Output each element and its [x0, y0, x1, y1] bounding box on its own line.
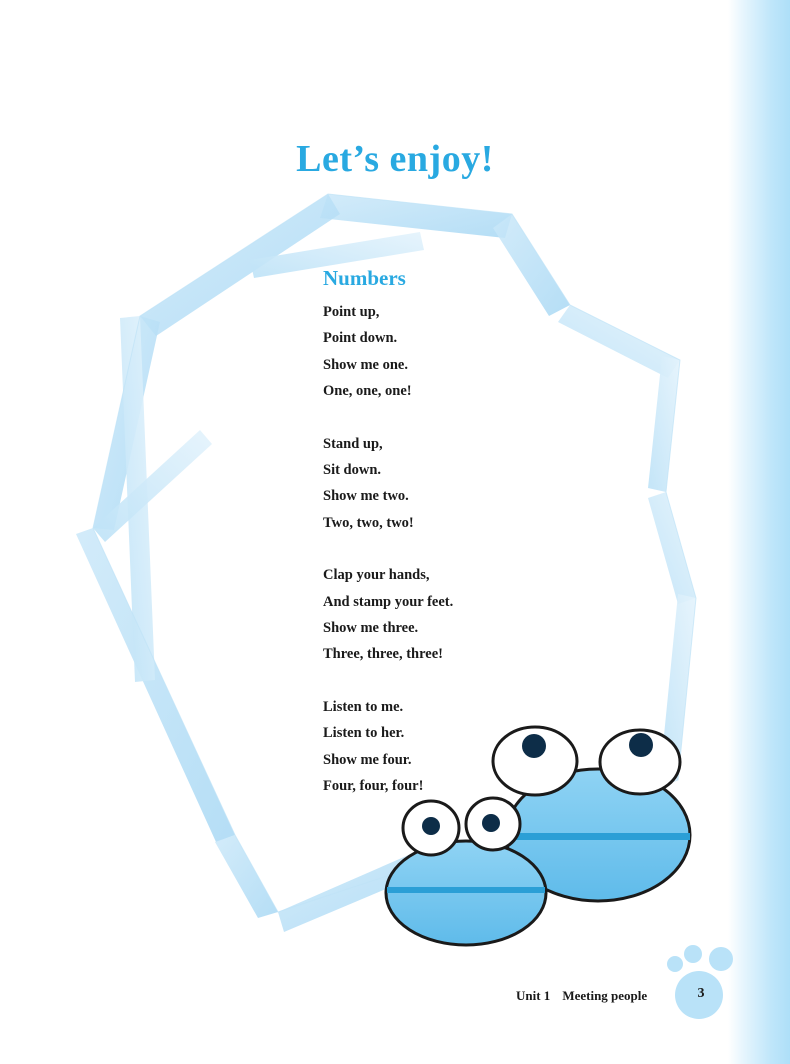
poem-line: Show me two. — [323, 488, 409, 505]
poem-line: One, one, one! — [323, 382, 412, 399]
small-frog-left-eye — [403, 801, 459, 855]
poem-line: Point up, — [323, 304, 380, 320]
paw-print-icon — [660, 942, 740, 1022]
footer-unit-name: Meeting people — [562, 988, 648, 1003]
poem-line: And stamp your feet. — [323, 593, 454, 610]
large-frog-left-eye — [493, 727, 577, 795]
poem-line: Listen to her. — [323, 725, 405, 742]
poem-line: Show me four. — [323, 751, 412, 768]
poem-line: Clap your hands, — [323, 567, 430, 584]
frogs-illustration — [380, 725, 700, 950]
poem-line: Two, two, two! — [323, 514, 414, 531]
large-frog-right-eye — [600, 730, 680, 794]
poem-line: Show me three. — [323, 619, 419, 636]
poem-line: Three, three, three! — [323, 646, 443, 663]
page-number: 3 — [697, 986, 705, 1001]
small-frog-right-eye — [466, 798, 520, 850]
footer-unit-info — [516, 988, 647, 1004]
poem-title: Numbers — [323, 266, 406, 290]
poem-stanza-2 — [323, 431, 653, 536]
poem-line: Listen to me. — [323, 699, 404, 716]
poem-line: Sit down. — [323, 461, 382, 478]
poem-line: Point down. — [323, 330, 398, 347]
poem-line: Four, four, four! — [323, 777, 424, 794]
poem-stanza-3 — [323, 562, 653, 667]
poem-line: Show me one. — [323, 356, 408, 373]
poem-line: Stand up, — [323, 435, 383, 452]
poem-stanza-1 — [323, 299, 653, 404]
page-title: Let’s enjoy! — [296, 138, 494, 181]
footer-unit-label: Unit 1 — [516, 988, 551, 1003]
